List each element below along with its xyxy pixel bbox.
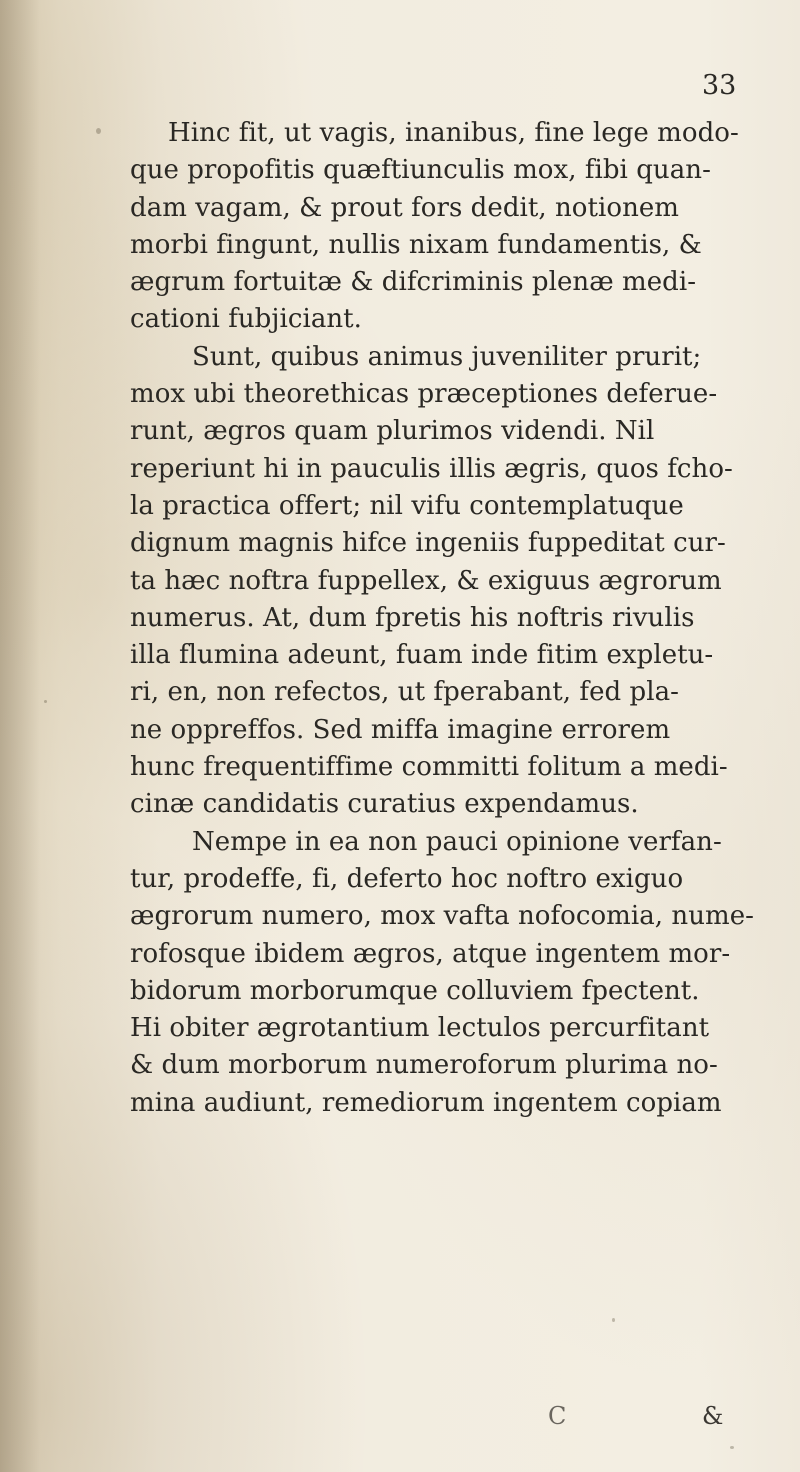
text-line: la practica offert; nil vifu contemplatuque [130, 490, 684, 521]
text-line: Hi obiter ægrotantium lectulos percurfitant [130, 1013, 710, 1044]
text-line: cationi fubjiciant. [130, 304, 362, 335]
paper-speck [730, 1446, 734, 1449]
text-line: dignum magnis hifce ingeniis fuppeditat cur- [130, 528, 726, 559]
text-line: Hinc fit, ut vagis, inanibus, fine lege modo- [168, 118, 739, 148]
paper-speck [96, 128, 101, 134]
signature-mark: C [548, 1402, 567, 1430]
text-line: Sunt, quibus animus juveniliter prurit; [192, 341, 702, 372]
text-line: cinæ candidatis curatius expendamus. [130, 789, 639, 820]
text-line: rofosque ibidem ægros, atque ingentem mor- [130, 938, 731, 969]
page-footer [130, 1402, 790, 1442]
text-line: bidorum morborumque colluviem fpectent. [130, 975, 700, 1006]
text-line: dam vagam, & prout fors dedit, notionem [130, 192, 680, 223]
paper-speck [612, 1318, 615, 1322]
text-line: que propofitis quæftiunculis mox, fibi quan- [130, 155, 711, 186]
text-line: hunc frequentiffime committi folitum a medi- [130, 752, 728, 783]
catchword: & [702, 1402, 724, 1430]
text-line: mox ubi theorethicas præceptiones deferue- [130, 379, 718, 410]
text-line: runt, ægros quam plurimos videndi. Nil [130, 416, 655, 447]
text-line: ta hæc noftra fuppellex, & exiguus ægrorum [130, 565, 722, 596]
page-number: 33 [702, 70, 737, 101]
text-line: morbi fingunt, nullis nixam fundamentis, & [130, 229, 702, 260]
text-line: mina audiunt, remediorum ingentem copiam [130, 1087, 722, 1118]
text-line: numerus. At, dum fpretis his noftris rivulis [130, 602, 695, 633]
text-line: ri, en, non refectos, ut fperabant, fed pla- [130, 677, 679, 708]
text-line: illa flumina adeunt, fuam inde fitim expletu- [130, 640, 714, 671]
text-line: tur, prodeffe, fi, deferto hoc noftro exiguo [130, 863, 684, 894]
text-line: Nempe in ea non pauci opinione verfan- [192, 826, 722, 857]
text-line: ægrorum numero, mox vafta nofocomia, nume- [130, 901, 754, 932]
text-line: ne oppreffos. Sed miffa imagine errorem [130, 714, 671, 745]
body-text [130, 115, 790, 1122]
text-line: reperiunt hi in pauculis illis ægris, quos fcho- [130, 453, 733, 484]
gutter-shadow [0, 0, 40, 1472]
text-line: & dum morborum numeroforum plurima no- [130, 1050, 718, 1081]
paper-speck [44, 700, 47, 703]
text-line: ægrum fortuitæ & difcriminis plenæ medi- [130, 267, 697, 298]
